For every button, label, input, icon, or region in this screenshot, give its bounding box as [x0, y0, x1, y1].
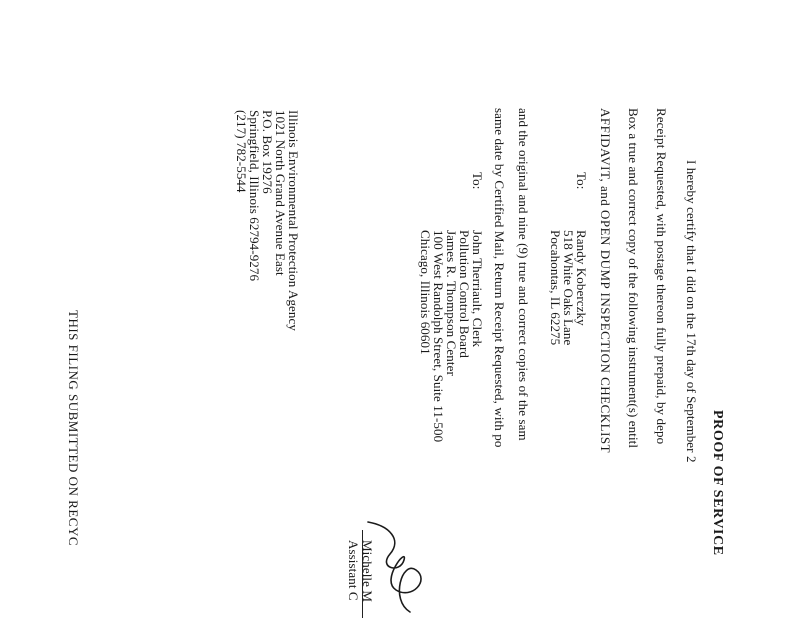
middle-line-2: same date by Certified Mail, Return Receipt Requested, with po: [492, 108, 507, 448]
recipient-1-line-1: Randy Koberczky: [574, 230, 589, 326]
recipient-2-line-4: 100 West Randolph Street, Suite 11-500: [431, 230, 446, 443]
middle-line-1: and the original and nine (9) true and correct copies of the sam: [516, 108, 531, 441]
recipient-2-line-1: John Therriault, Clerk: [470, 230, 485, 348]
paragraph-line-4: AFFIDAVIT, and OPEN DUMP INSPECTION CHECKLIST: [598, 108, 613, 454]
agency-line-4: Springfield, Illinois 62794-9276: [247, 110, 262, 282]
footer-recycled-notice: THIS FILING SUBMITTED ON RECYC: [66, 310, 81, 546]
recipient-2-line-2: Pollution Control Board: [457, 230, 472, 358]
recipient-2-line-3: James R. Thompson Center: [444, 230, 459, 376]
agency-line-2: 1021 North Grand Avenue East: [273, 110, 288, 276]
paragraph-line-1: I hereby certify that I did on the 17th day of September 2: [684, 160, 699, 463]
recipient-2-to-label: To:: [470, 172, 485, 190]
signature-name: Michelle M: [360, 540, 375, 603]
document-title: PROOF OF SERVICE: [710, 410, 725, 556]
paragraph-line-3: Box a true and correct copy of the following instrument(s) entitl: [626, 108, 641, 449]
recipient-2-line-5: Chicago, Illinois 60601: [418, 230, 433, 355]
signature-title: Assistant C: [346, 540, 361, 601]
recipient-1-to-label: To:: [574, 172, 589, 190]
agency-line-1: Illinois Environmental Protection Agency: [286, 110, 301, 331]
paragraph-line-2: Receipt Requested, with postage thereon fully prepaid, by depo: [654, 108, 669, 445]
agency-line-3: P.O. Box 19276: [260, 110, 275, 194]
recipient-1-line-3: Pocahontas, IL 62275: [548, 230, 563, 346]
agency-line-5: (217) 782-5544: [234, 110, 249, 193]
recipient-1-line-2: 518 White Oaks Lane: [561, 230, 576, 346]
